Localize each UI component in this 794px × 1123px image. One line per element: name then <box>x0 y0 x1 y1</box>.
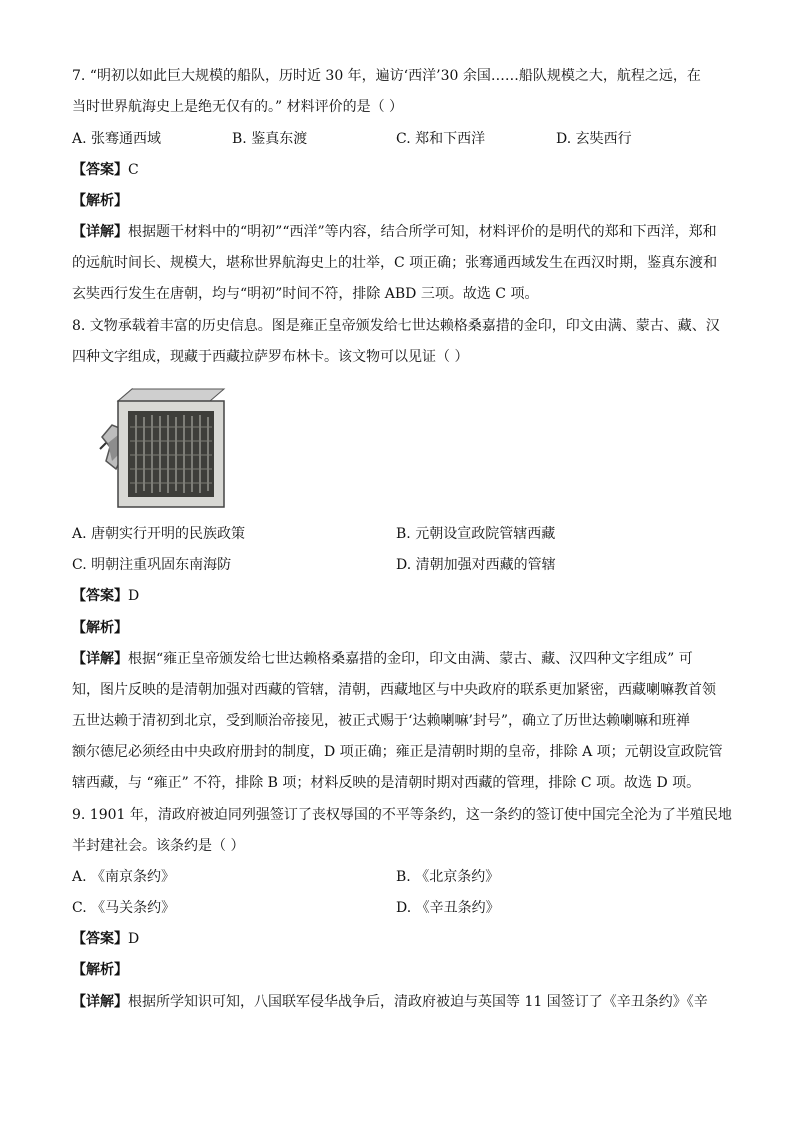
q8-detail-line1 <box>72 649 693 669</box>
q7-detail-line3: 玄奘西行发生在唐朝，均与“明初”时间不符，排除 ABD 三项。故选 C 项。 <box>72 286 539 302</box>
q8-detail-line4: 额尔德尼必须经由中央政府册封的制度，D 项正确；雍正是清朝时期的皇帝，排除 A 项；元朝设宣政院管 <box>72 744 723 760</box>
q9-option-c: C. 《马关条约》 <box>72 900 176 916</box>
analysis-tag: 【解析】 <box>72 620 128 636</box>
q7-analysis <box>72 191 128 211</box>
detail-text: 根据“雍正皇帝颁发给七世达赖格桑嘉措的金印，印文由满、蒙古、藏、汉四种文字组成” 可 <box>128 651 693 667</box>
q7-detail-line2: 的远航时间长、规模大，堪称世界航海史上的壮举，C 项正确；张骞通西域发生在西汉时期，鉴真东渡和 <box>72 255 718 271</box>
detail-tag: 【详解】 <box>72 994 128 1010</box>
q8-option-c: C. 明朝注重巩固东南海防 <box>72 557 232 573</box>
answer-tag: 【答案】 <box>72 588 128 604</box>
answer-value: C <box>128 162 139 178</box>
gold-seal-image <box>98 383 230 511</box>
detail-text: 根据题干材料中的“明初”“西洋”等内容，结合所学可知，材料评价的是明代的郑和下西洋，郑和 <box>128 224 717 240</box>
q9-option-d: D. 《辛丑条约》 <box>396 900 500 916</box>
q8-detail-line5: 辖西藏，与 “雍正” 不符，排除 B 项；材料反映的是清朝时期对西藏的管理，排除 C 项。故选 D 项。 <box>72 775 701 791</box>
q8-detail-line2: 知，图片反映的是清朝加强对西藏的管辖，清朝，西藏地区与中央政府的联系更加紧密，西藏喇嘛教首领 <box>72 682 716 698</box>
answer-value: D <box>128 931 140 947</box>
answer-tag: 【答案】 <box>72 162 128 178</box>
q8-option-a: A. 唐朝实行开明的民族政策 <box>72 526 246 542</box>
q8-stem-line1: 8. 文物承载着丰富的历史信息。图是雍正皇帝颁发给七世达赖格桑嘉措的金印，印文由满、蒙古、藏、汉 <box>72 318 720 334</box>
q7-stem-line1: 7. “明初以如此巨大规模的船队，历时近 30 年，遍访‘西洋’30 余国……船队规模之大，航程之远，在 <box>72 68 701 84</box>
q8-analysis <box>72 618 128 638</box>
q9-detail-line1 <box>72 992 708 1012</box>
q8-option-b: B. 元朝设宣政院管辖西藏 <box>396 526 556 542</box>
detail-tag: 【详解】 <box>72 224 128 240</box>
q7-option-c: C. 郑和下西洋 <box>396 131 486 147</box>
answer-tag: 【答案】 <box>72 931 128 947</box>
q9-analysis <box>72 960 128 980</box>
q8-answer <box>72 586 139 606</box>
q7-detail-line1 <box>72 222 717 242</box>
answer-value: D <box>128 588 140 604</box>
detail-tag: 【详解】 <box>72 651 128 667</box>
q9-stem-line1: 9. 1901 年，清政府被迫同列强签订了丧权辱国的不平等条约，这一条约的签订使中国完全沦为了半殖民地 <box>72 807 732 823</box>
q8-stem-line2: 四种文字组成，现藏于西藏拉萨罗布林卡。该文物可以见证（ ） <box>72 349 469 365</box>
q9-option-b: B. 《北京条约》 <box>396 869 500 885</box>
q9-option-a: A. 《南京条约》 <box>72 869 176 885</box>
detail-text: 根据所学知识可知，八国联军侵华战争后，清政府被迫与英国等 11 国签订了《辛丑条约》《辛 <box>128 994 708 1010</box>
q9-stem-line2: 半封建社会。该条约是（ ） <box>72 838 245 854</box>
q7-stem-line2: 当时世界航海史上是绝无仅有的。” 材料评价的是（ ） <box>72 99 404 115</box>
q8-option-d: D. 清朝加强对西藏的管辖 <box>396 557 556 573</box>
analysis-tag: 【解析】 <box>72 962 128 978</box>
q7-option-a: A. 张骞通西域 <box>72 131 162 147</box>
analysis-tag: 【解析】 <box>72 193 128 209</box>
q9-answer <box>72 929 139 949</box>
q8-detail-line3: 五世达赖于清初到北京，受到顺治帝接见，被正式赐于‘达赖喇嘛’封号”，确立了历世达赖喇嘛和班禅 <box>72 713 691 729</box>
q7-answer <box>72 160 139 180</box>
q7-option-b: B. 鉴真东渡 <box>232 131 308 147</box>
q7-option-d: D. 玄奘西行 <box>556 131 632 147</box>
